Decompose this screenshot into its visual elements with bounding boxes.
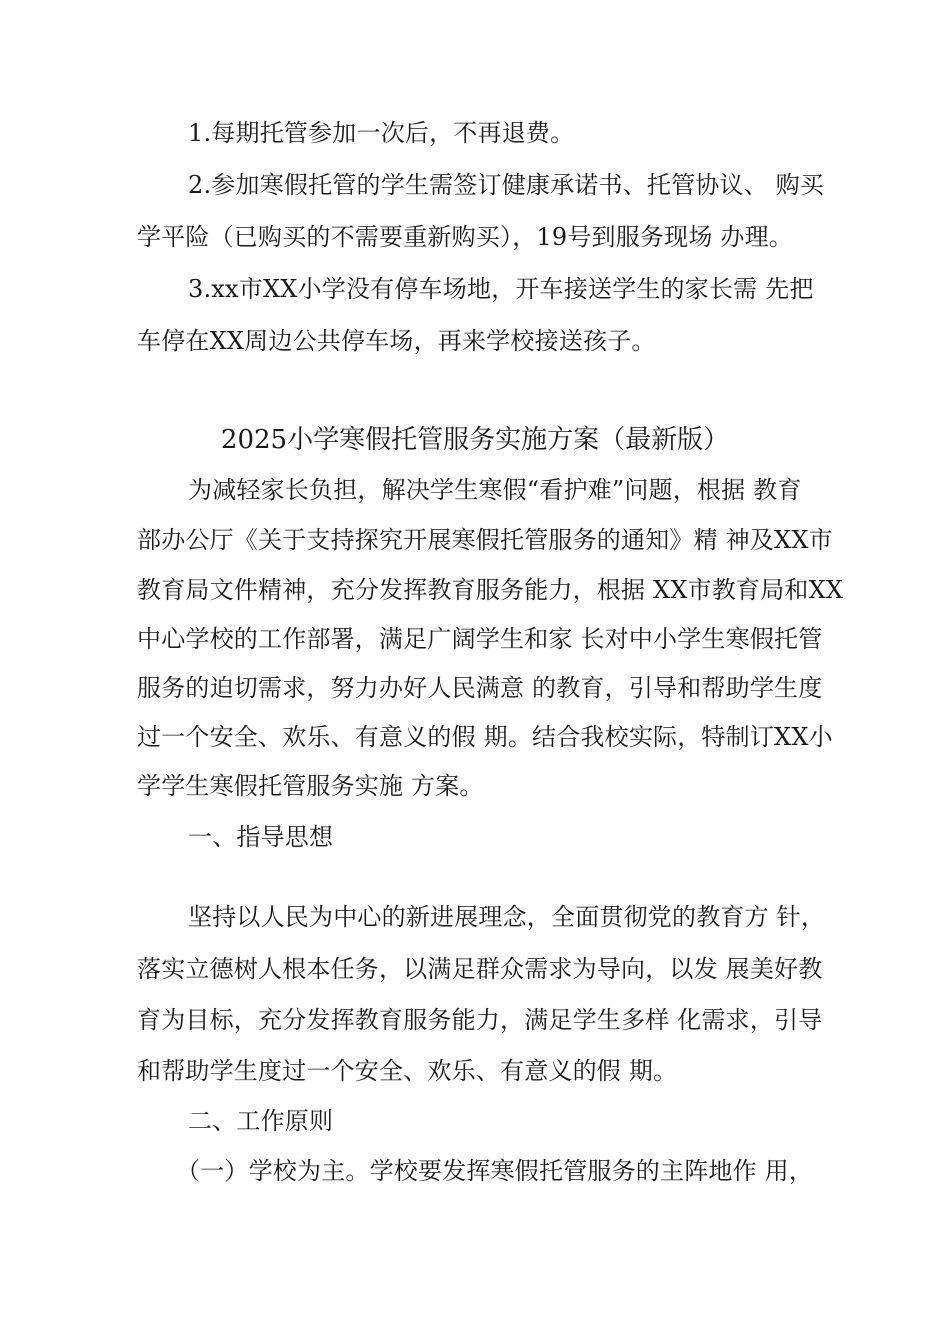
section-1-line-1: 坚持以人民为中心的新进展理念，全面贯彻党的教育方 针，: [188, 903, 826, 931]
note-item-2-line-2: 学平险（已购买的不需要重新购买），19号到服务现场 办理。: [137, 223, 793, 251]
section-2-heading: 二、工作原则: [188, 1107, 334, 1135]
intro-line-3: 教育局文件精神，充分发挥教育服务能力，根据 XX市教育局和XX: [137, 576, 844, 604]
section-2-item-1: （一）学校为主。学校要发挥寒假托管服务的主阵地作 用，: [176, 1157, 814, 1185]
intro-line-5: 服务的迫切需求，努力办好人民满意 的教育，引导和帮助学生度: [137, 674, 823, 702]
intro-line-2: 部办公厅《关于支持探究开展寒假托管服务的通知》精 神及XX市: [137, 526, 833, 554]
intro-line-6: 过一个安全、欢乐、有意义的假 期。结合我校实际，特制订XX小: [137, 723, 833, 751]
intro-line-4: 中心学校的工作部署，满足广阔学生和家 长对中小学生寒假托管: [137, 625, 823, 653]
intro-line-7: 学学生寒假托管服务实施 方案。: [137, 772, 484, 800]
section-1-line-4: 和帮助学生度过一个安全、欢乐、有意义的假 期。: [137, 1057, 678, 1085]
note-item-3-line-1: 3.xx市XX小学没有停车场地，开车接送学生的家长需 先把: [188, 275, 814, 303]
note-item-3-line-2: 车停在XX周边公共停车场，再来学校接送孩子。: [137, 327, 656, 355]
section-1-line-2: 落实立德树人根本任务，以满足群众需求为导向，以发 展美好教: [137, 955, 823, 983]
note-item-1: 1.每期托管参加一次后，不再退费。: [188, 119, 575, 147]
section-1-heading: 一、指导思想: [188, 823, 334, 851]
intro-line-1: 为减轻家长负担，解决学生寒假“看护难”问题，根据 教育: [188, 476, 802, 504]
document-title: 2025小学寒假托管服务实施方案（最新版）: [220, 425, 730, 455]
section-1-line-3: 育为目标，充分发挥教育服务能力，满足学生多样 化需求，引导: [137, 1006, 823, 1034]
note-item-2-line-1: 2.参加寒假托管的学生需签订健康承诺书、托管协议、 购买: [188, 171, 825, 199]
